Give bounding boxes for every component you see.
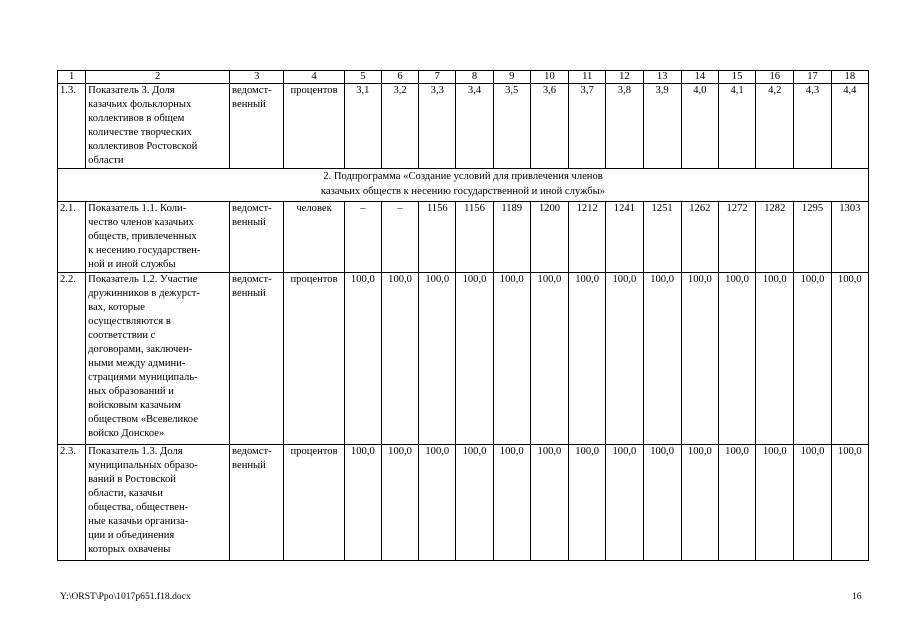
value-cell: 4,4 [831,84,868,169]
value-cell: 1303 [831,202,868,273]
column-header: 6 [381,71,418,84]
value-cell: 3,5 [493,84,530,169]
column-header: 8 [456,71,493,84]
column-header: 1 [58,71,86,84]
value-cell: 100,0 [718,445,755,561]
footer-file-path: Y:\ORST\Ppo\1017p651.f18.docx [60,591,191,602]
value-cell: 4,0 [681,84,718,169]
value-cell: 3,2 [381,84,418,169]
unit: процентов [284,273,344,445]
column-header: 4 [284,71,344,84]
value-cell: 1212 [569,202,606,273]
table-row [58,202,869,273]
value-cell: 100,0 [493,445,530,561]
column-header: 13 [643,71,681,84]
value-cell: 100,0 [344,273,381,445]
value-cell: 3,1 [344,84,381,169]
indicator-name: Показатель 1.1. Коли- чество членов казачьих обществ, привлеченных к несению государствен- ной и иной службы [86,202,230,273]
column-header: 15 [718,71,755,84]
value-cell: 1241 [606,202,643,273]
row-number: 1.3. [58,84,86,169]
value-cell: 100,0 [419,445,456,561]
value-cell: 100,0 [530,445,568,561]
header-row [58,71,869,84]
column-header: 12 [606,71,643,84]
value-cell: 100,0 [530,273,568,445]
value-cell: 100,0 [794,445,831,561]
value-cell: 1251 [643,202,681,273]
row-number: 2.1. [58,202,86,273]
value-cell: 3,6 [530,84,568,169]
value-cell: 100,0 [643,273,681,445]
value-cell: 100,0 [344,445,381,561]
value-cell: 3,7 [569,84,606,169]
table-row [58,445,869,561]
value-cell: 100,0 [569,445,606,561]
value-cell: 100,0 [831,445,868,561]
value-cell: 1295 [794,202,831,273]
column-header: 16 [756,71,794,84]
value-cell: – [381,202,418,273]
unit: процентов [284,84,344,169]
row-number: 2.3. [58,445,86,561]
subprogram-row [58,169,869,202]
column-header: 10 [530,71,568,84]
value-cell: 100,0 [381,445,418,561]
column-header: 7 [419,71,456,84]
value-cell: 100,0 [456,445,493,561]
value-cell: 100,0 [794,273,831,445]
column-header: 14 [681,71,718,84]
column-header: 17 [794,71,831,84]
value-cell: 3,9 [643,84,681,169]
footer-page-number: 16 [852,591,862,602]
value-cell: 3,4 [456,84,493,169]
data-source: ведомст- венный [230,445,284,561]
data-source: ведомст- венный [230,84,284,169]
indicator-name: Показатель 3. Доля казачьих фольклорных коллективов в общем количестве творческих коллективов Ростовской области [86,84,230,169]
value-cell: 1156 [456,202,493,273]
value-cell: 100,0 [456,273,493,445]
value-cell: 4,2 [756,84,794,169]
value-cell: 100,0 [756,273,794,445]
table-row [58,273,869,445]
value-cell: 100,0 [493,273,530,445]
value-cell: 4,3 [794,84,831,169]
value-cell: 3,8 [606,84,643,169]
value-cell: 1262 [681,202,718,273]
value-cell: 4,1 [718,84,755,169]
value-cell: 100,0 [606,273,643,445]
value-cell: 100,0 [681,273,718,445]
value-cell: 100,0 [718,273,755,445]
indicator-name: Показатель 1.2. Участие дружинников в дежурст- вах, которые осуществляются в соответствии с договорами, заключен- ными между админи- страциями муниципаль- ных образований и войсковым казачьим обществом «Всевеликое войско Донское» [86,273,230,445]
value-cell: 100,0 [606,445,643,561]
column-header: 18 [831,71,868,84]
value-cell: 1272 [718,202,755,273]
value-cell: 100,0 [831,273,868,445]
indicator-name: Показатель 1.3. Доля муниципальных образо- ваний в Ростовской области, казачьи общества, обществен- ные казачьи организа- ции и объединения которых охвачены [86,445,230,561]
value-cell: 100,0 [419,273,456,445]
subprogram-title: 2. Подпрограмма «Создание условий для привлечения членов казачьих обществ к несению государственной и иной службы» [58,169,869,202]
indicator-table [57,70,869,561]
table-row [58,84,869,169]
value-cell: 1200 [530,202,568,273]
value-cell: 1156 [419,202,456,273]
column-header: 5 [344,71,381,84]
value-cell: 1189 [493,202,530,273]
row-number: 2.2. [58,273,86,445]
data-source: ведомст- венный [230,202,284,273]
value-cell: 100,0 [643,445,681,561]
unit: человек [284,202,344,273]
value-cell: 100,0 [381,273,418,445]
value-cell: 100,0 [756,445,794,561]
column-header: 11 [569,71,606,84]
unit: процентов [284,445,344,561]
column-header: 9 [493,71,530,84]
value-cell: 100,0 [569,273,606,445]
value-cell: 100,0 [681,445,718,561]
column-header: 3 [230,71,284,84]
data-source: ведомст- венный [230,273,284,445]
column-header: 2 [86,71,230,84]
value-cell: – [344,202,381,273]
value-cell: 1282 [756,202,794,273]
value-cell: 3,3 [419,84,456,169]
